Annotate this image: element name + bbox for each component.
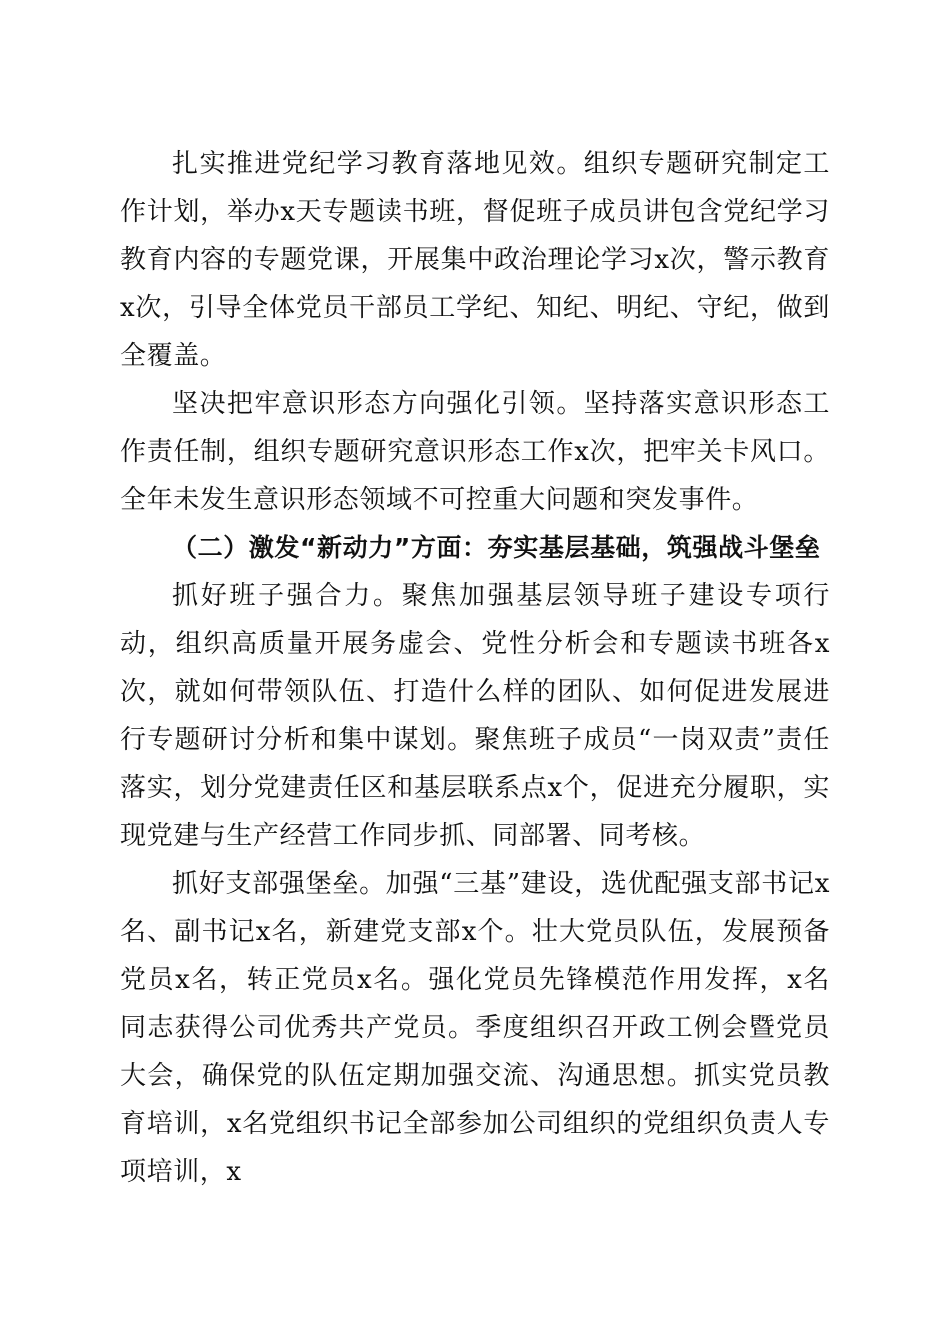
paragraph-leadership-team: 抓好班子强合力。聚焦加强基层领导班子建设专项行动，组织高质量开展务虚会、党性分析会和专题读书班各x次，就如何带领队伍、打造什么样的团队、如何促进发展进行专题研讨分析和集中谋划。聚焦班子成员“一岗双责”责任落实，划分党建责任区和基层联系点x个，促进充分履职，实现党建与生产经营工作同步抓、同部署、同考核。 <box>120 581 830 851</box>
paragraph-party-discipline-education: 扎实推进党纪学习教育落地见效。组织专题研究制定工作计划，举办x天专题读书班，督促班子成员讲包含党纪学习教育内容的专题党课，开展集中政治理论学习x次，警示教育x次，引导全体党员干部员工学纪、知纪、明纪、守纪，做到全覆盖。 <box>120 149 830 371</box>
paragraph-ideology-direction: 坚决把牢意识形态方向强化引领。坚持落实意识形态工作责任制，组织专题研究意识形态工作x次，把牢关卡风口。全年未发生意识形态领域不可控重大问题和突发事件。 <box>120 389 830 515</box>
document-body <box>120 140 830 1196</box>
paragraph-party-branch: 抓好支部强堡垒。加强“三基”建设，选优配强支部书记x名、副书记x名，新建党支部x个。壮大党员队伍，发展预备党员x名，转正党员x名。强化党员先锋模范作用发挥，x名同志获得公司优秀共产党员。季度组织召开政工例会暨党员大会，确保党的队伍定期加强交流、沟通思想。抓实党员教育培训，x名党组织书记全部参加公司组织的党组织负责人专项培训，x <box>120 869 830 1187</box>
section-heading-new-momentum: （二）激发“新动力”方面：夯实基层基础，筑强战斗堡垒 <box>172 533 821 562</box>
